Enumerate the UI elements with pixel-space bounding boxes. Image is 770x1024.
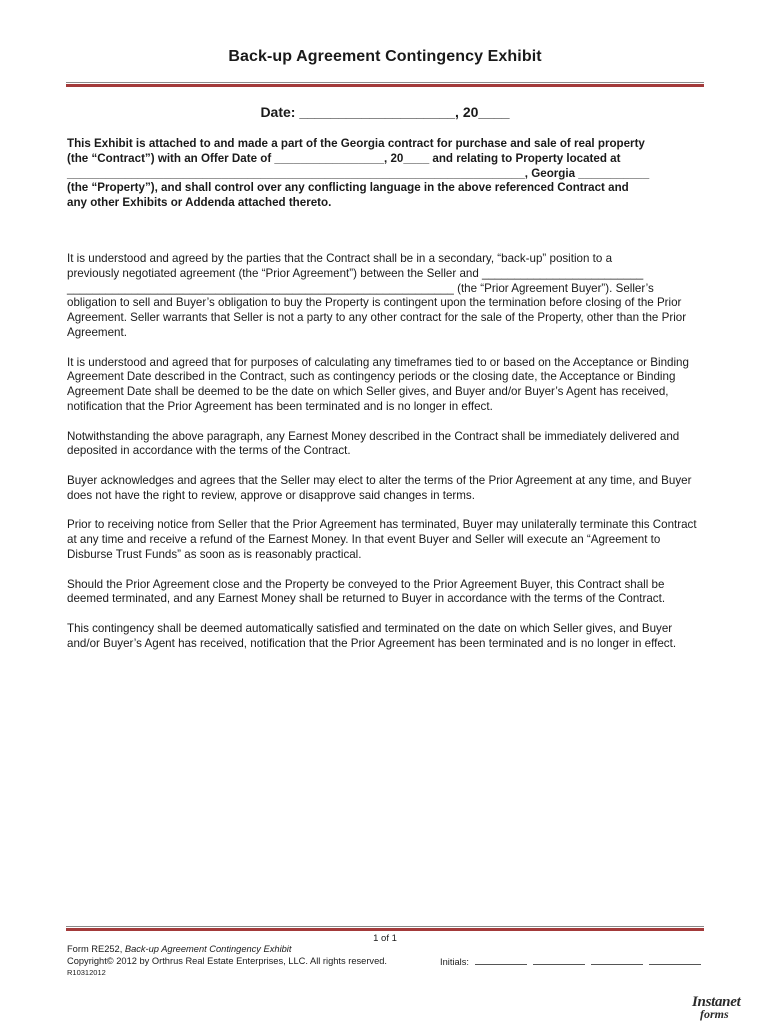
- paragraph-earnest-money: Notwithstanding the above paragraph, any Earnest Money described in the Contract shall be immediately delivered and deposited in accordance with the terms of the Contract.: [67, 429, 680, 458]
- paragraph-line: ____________________________________________________________ (the “Prior Agreement Buyer”). Seller’s: [67, 281, 654, 295]
- form-id: [67, 944, 387, 956]
- initials-field[interactable]: [591, 956, 643, 965]
- intro-line: (the “Property”), and shall control over any conflicting language in the above referenced Contract and: [67, 181, 629, 195]
- form-name: Back-up Agreement Contingency Exhibit: [124, 944, 292, 954]
- intro-line: any other Exhibits or Addenda attached thereto.: [67, 196, 332, 210]
- paragraph-contingency-satisfied: This contingency shall be deemed automatically satisfied and terminated on the date on which Seller gives, and Buyer and/or Buyer’s Agent has received, notification that the Prior Agreement has been terminated and is no longer in effect.: [67, 621, 677, 650]
- paragraph-buyer-termination: Prior to receiving notice from Seller that the Prior Agreement has terminated, Buyer may unilaterally terminate this Contract at any time and receive a refund of the Earnest Money. In that event Buyer and Seller will execute an “Agreement to Disburse Trust Funds” as soon as is reasonably practical.: [67, 518, 697, 561]
- intro-line: _______________________________________________________________________, Georgia ___________: [67, 166, 650, 180]
- initials-label: Initials:: [440, 956, 469, 967]
- paragraph-line: It is understood and agreed by the parties that the Contract shall be in a secondary, “back-up” position to a: [67, 252, 613, 265]
- initials-field[interactable]: [649, 956, 701, 965]
- intro-paragraph: [67, 137, 707, 211]
- paragraph-alter-terms: Buyer acknowledges and agrees that the Seller may elect to alter the terms of the Prior Agreement at any time, and Buyer does not have the right to review, approve or disapprove said changes in terms.: [67, 473, 692, 502]
- form-prefix: Form RE252,: [67, 944, 125, 954]
- paragraph-line: previously negotiated agreement (the “Prior Agreement”) between the Seller and _________________________: [67, 266, 644, 280]
- document-title: Back-up Agreement Contingency Exhibit: [228, 48, 542, 65]
- intro-line: This Exhibit is attached to and made a part of the Georgia contract for purchase and sale of real property: [67, 137, 645, 150]
- date-line: Date: ____________________, 20____: [260, 104, 510, 120]
- header-rule: [66, 82, 704, 87]
- paragraph-prior-close: Should the Prior Agreement close and the Property be conveyed to the Prior Agreement Buyer, this Contract shall be deemed terminated, and any Earnest Money shall be returned to Buyer in accordance with the terms of the Contract.: [67, 577, 666, 606]
- logo-line: Instanet: [692, 994, 741, 1010]
- intro-line: (the “Contract”) with an Offer Date of _________________, 20____ and relating to Property located at: [67, 151, 621, 165]
- initials-field[interactable]: [475, 956, 527, 965]
- footer-rule: [66, 926, 704, 931]
- revision-code: R10312012: [67, 968, 106, 977]
- paragraph-backup-position: [67, 252, 707, 341]
- logo-line: forms: [700, 1007, 729, 1021]
- instanet-forms-logo: [692, 996, 766, 1022]
- initials-block: [440, 956, 701, 967]
- paragraph-line: obligation to sell and Buyer’s obligation to buy the Property is contingent upon the termination before closing of the Prior Agreement. Seller warrants that Seller is not a party to any other contract for the sale of the Property, other than the Prior Agreement.: [67, 296, 687, 339]
- initials-field[interactable]: [533, 956, 585, 965]
- body-text: [67, 252, 707, 666]
- page-number: 1 of 1: [373, 933, 397, 944]
- copyright: Copyright© 2012 by Orthrus Real Estate Enterprises, LLC. All rights reserved.: [67, 955, 387, 966]
- footer: [67, 944, 387, 979]
- paragraph-timeframes: It is understood and agreed that for purposes of calculating any timeframes tied to or based on the Acceptance or Binding Agreement Date described in the Contract, such as contingency periods or the closing date, the Acceptance or Binding Agreement Date shall be deemed to be the date on which Seller gives, and Buyer and/or Buyer’s Agent has received, notification that the Prior Agreement has been terminated and is no longer in effect.: [67, 355, 689, 413]
